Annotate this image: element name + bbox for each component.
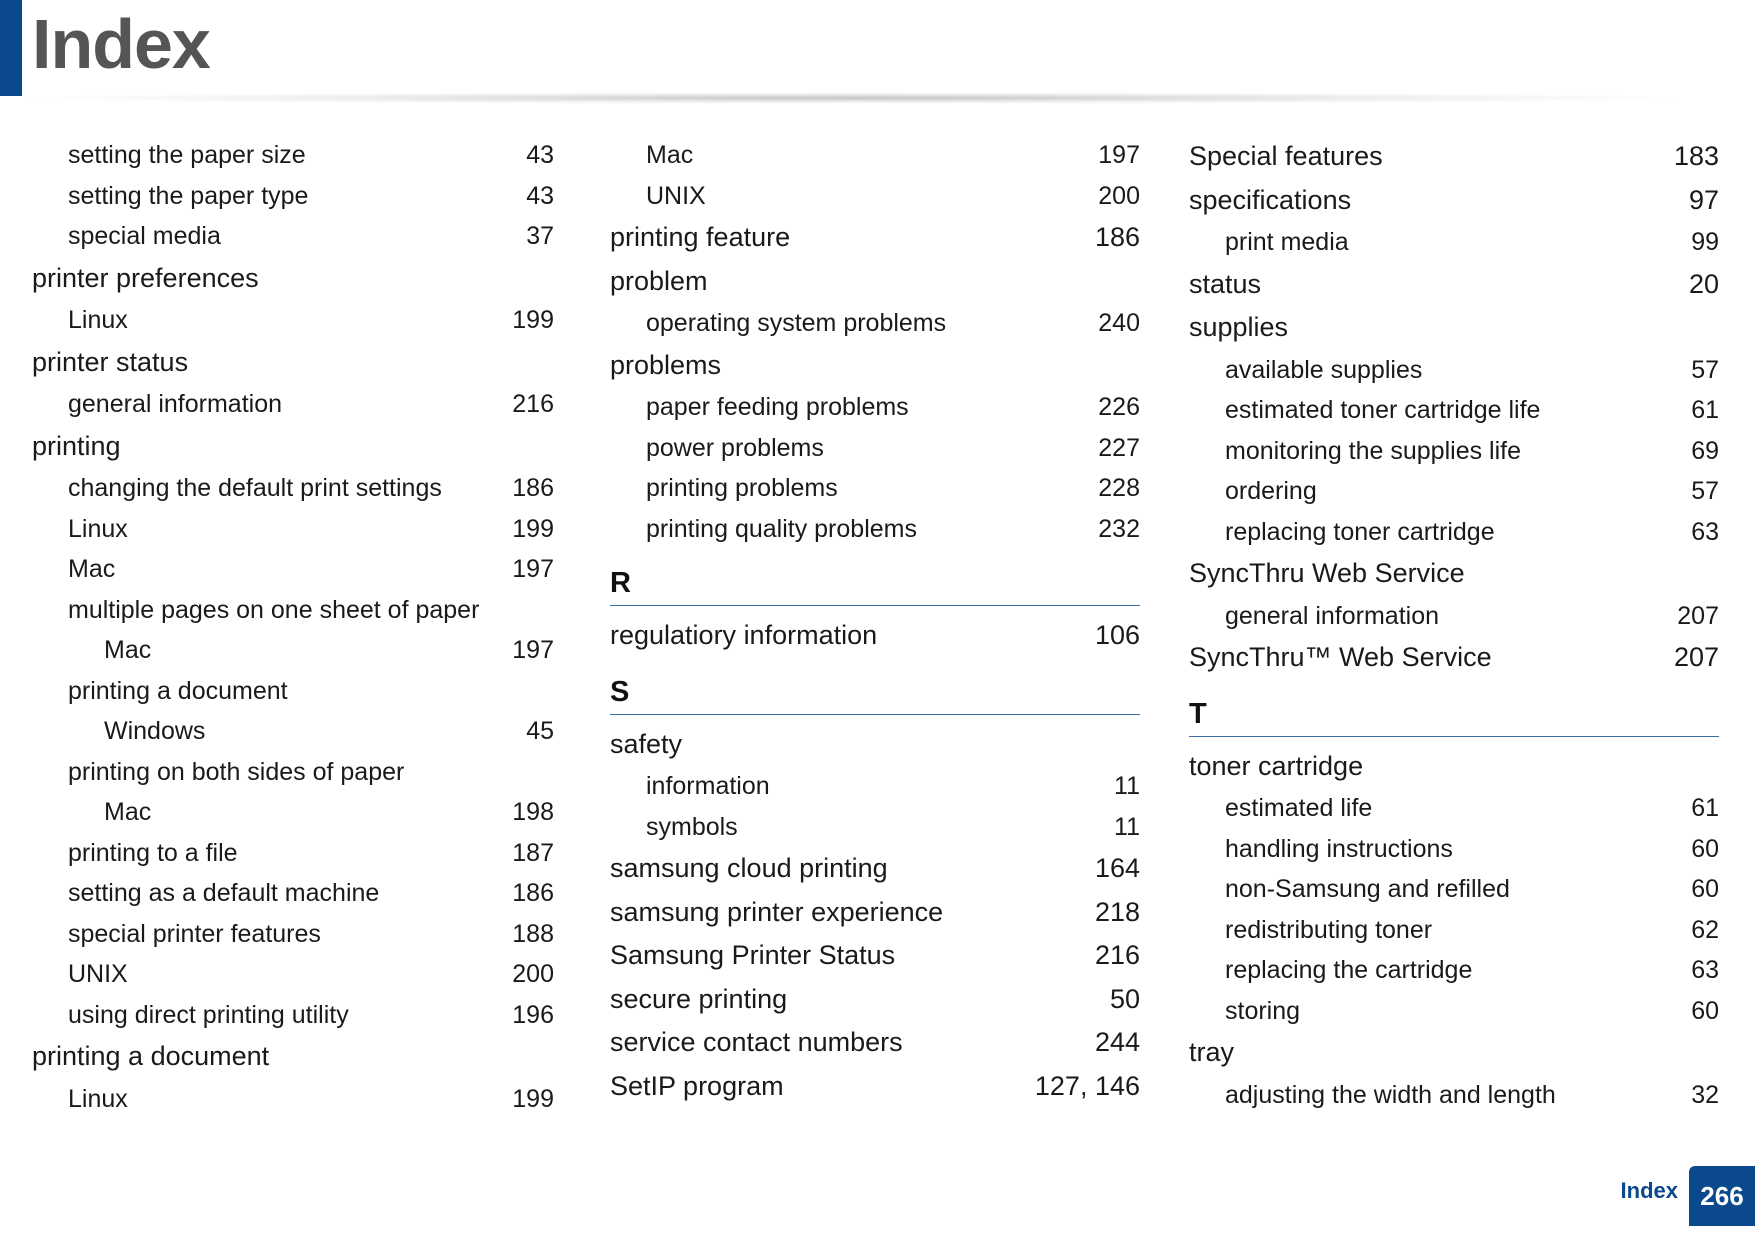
index-term: available supplies xyxy=(1225,355,1423,384)
index-term: SetIP program xyxy=(610,1070,784,1101)
footer-section-label[interactable]: Index xyxy=(1620,1178,1678,1203)
index-entry xyxy=(610,260,1140,304)
index-page-ref[interactable]: 197 xyxy=(512,636,554,664)
index-subentry[interactable] xyxy=(32,833,554,874)
index-entry[interactable] xyxy=(610,934,1140,978)
index-subentry[interactable] xyxy=(32,384,554,425)
index-entry[interactable] xyxy=(1189,636,1719,680)
index-page-ref[interactable]: 186 xyxy=(512,879,554,907)
index-subentry[interactable] xyxy=(32,914,554,955)
index-term: redistributing toner xyxy=(1225,915,1433,944)
index-term: Special features xyxy=(1189,141,1383,171)
index-subentry[interactable] xyxy=(32,711,554,752)
index-page-ref[interactable]: 232 xyxy=(1098,514,1140,543)
index-term: Mac xyxy=(68,555,116,583)
footer-page-number: 266 xyxy=(1689,1166,1755,1226)
index-page-ref[interactable]: 244 xyxy=(1094,1027,1140,1057)
index-column-1 xyxy=(32,135,554,1119)
index-term: power problems xyxy=(646,433,824,462)
header-accent-bar xyxy=(0,0,22,96)
index-page-ref[interactable]: 43 xyxy=(526,141,554,169)
index-page-ref[interactable]: 164 xyxy=(1094,853,1140,883)
index-term: special media xyxy=(68,222,221,250)
index-page-ref[interactable]: 199 xyxy=(512,1084,554,1113)
index-page-ref[interactable]: 97 xyxy=(1688,184,1719,215)
index-page-ref[interactable]: 127, 146 xyxy=(1034,1070,1140,1101)
index-page-ref[interactable]: 216 xyxy=(1094,940,1140,970)
index-term: Windows xyxy=(104,717,206,745)
index-term: printing xyxy=(32,430,121,461)
index-term: estimated life xyxy=(1225,794,1373,822)
index-term: general information xyxy=(68,390,283,418)
index-page-ref[interactable]: 57 xyxy=(1691,355,1719,384)
index-subentry[interactable] xyxy=(610,387,1140,428)
index-subentry[interactable] xyxy=(1189,596,1719,637)
index-term: estimated toner cartridge life xyxy=(1225,396,1541,424)
index-page-ref[interactable]: 61 xyxy=(1691,396,1719,424)
index-entry xyxy=(610,344,1140,388)
index-term: storing xyxy=(1225,996,1301,1025)
index-entry[interactable] xyxy=(610,614,1140,658)
index-term: setting the paper type xyxy=(68,181,309,210)
index-page-ref[interactable]: 62 xyxy=(1691,915,1719,944)
index-page-ref[interactable]: 63 xyxy=(1691,517,1719,546)
index-page-ref[interactable]: 187 xyxy=(512,838,554,867)
index-entry xyxy=(32,1035,554,1079)
index-entry[interactable] xyxy=(610,847,1140,891)
index-entry[interactable] xyxy=(610,891,1140,935)
index-entry xyxy=(610,723,1140,767)
index-term: setting the paper size xyxy=(68,141,306,169)
index-term: handling instructions xyxy=(1225,834,1453,863)
index-entry[interactable] xyxy=(610,1021,1140,1065)
index-page-ref[interactable]: 240 xyxy=(1098,309,1140,337)
index-term: samsung cloud printing xyxy=(610,853,888,883)
index-subentry[interactable] xyxy=(1189,991,1719,1032)
index-subentry[interactable] xyxy=(32,630,554,671)
index-page-ref[interactable]: 227 xyxy=(1098,433,1140,462)
index-entry xyxy=(32,425,554,469)
index-page-ref[interactable]: 11 xyxy=(1114,772,1140,800)
index-subentry[interactable] xyxy=(610,468,1140,509)
index-term: service contact numbers xyxy=(610,1027,903,1057)
index-term: printing quality problems xyxy=(646,514,917,543)
index-page-ref[interactable]: 183 xyxy=(1673,141,1719,171)
index-column-3 xyxy=(1189,135,1719,1115)
index-subentry[interactable] xyxy=(610,766,1140,807)
index-entry[interactable] xyxy=(1189,179,1719,223)
index-subentry[interactable] xyxy=(32,549,554,590)
index-entry xyxy=(32,341,554,385)
index-subentry[interactable] xyxy=(32,995,554,1036)
index-term: regulatiory information xyxy=(610,620,878,650)
index-subentry[interactable] xyxy=(32,176,554,217)
index-page-ref[interactable]: 197 xyxy=(1098,141,1140,169)
index-term: monitoring the supplies life xyxy=(1225,436,1521,465)
index-page-ref[interactable]: 57 xyxy=(1691,477,1719,505)
index-subentry[interactable] xyxy=(610,176,1140,217)
index-term: print media xyxy=(1225,228,1349,256)
index-subentry[interactable] xyxy=(32,135,554,176)
index-page-ref[interactable]: 199 xyxy=(512,514,554,543)
index-term: problems xyxy=(610,349,722,380)
index-entry[interactable] xyxy=(610,978,1140,1022)
index-term: replacing toner cartridge xyxy=(1225,517,1495,546)
index-page-ref[interactable]: 186 xyxy=(512,474,554,502)
index-entry xyxy=(32,257,554,301)
index-subentry[interactable] xyxy=(1189,829,1719,870)
index-entry xyxy=(1189,745,1719,789)
index-term: secure printing xyxy=(610,983,788,1014)
index-term: operating system problems xyxy=(646,309,947,337)
index-page-ref[interactable]: 32 xyxy=(1691,1080,1719,1109)
index-subentry[interactable] xyxy=(32,216,554,257)
index-term: UNIX xyxy=(68,960,128,988)
index-term: changing the default print settings xyxy=(68,474,442,502)
index-term: paper feeding problems xyxy=(646,393,909,421)
index-page-ref[interactable]: 218 xyxy=(1094,896,1140,927)
index-term: replacing the cartridge xyxy=(1225,956,1473,984)
index-subentry[interactable] xyxy=(1189,788,1719,829)
index-page-ref[interactable]: 188 xyxy=(512,919,554,948)
index-term: symbols xyxy=(646,812,738,841)
index-subentry[interactable] xyxy=(610,303,1140,344)
index-term: printing on both sides of paper xyxy=(68,757,405,786)
index-page-ref[interactable]: 20 xyxy=(1688,268,1719,299)
index-entry[interactable] xyxy=(610,1065,1140,1109)
index-term: printing to a file xyxy=(68,838,238,867)
index-subentry[interactable] xyxy=(32,792,554,833)
index-term: ordering xyxy=(1225,477,1317,505)
index-subentry[interactable] xyxy=(1189,1075,1719,1116)
index-term: Mac xyxy=(646,141,694,169)
index-term: Mac xyxy=(104,636,152,664)
index-term: general information xyxy=(1225,601,1440,630)
index-term: adjusting the width and length xyxy=(1225,1080,1556,1109)
index-term: Mac xyxy=(104,798,152,826)
index-term: Linux xyxy=(68,514,128,543)
index-term: supplies xyxy=(1189,312,1289,342)
header-divider xyxy=(30,92,1680,104)
index-page-ref[interactable]: 61 xyxy=(1691,794,1719,822)
index-subentry[interactable] xyxy=(1189,390,1719,431)
index-term: safety xyxy=(610,728,683,759)
index-term: problem xyxy=(610,265,708,296)
index-page-ref[interactable]: 37 xyxy=(526,222,554,250)
index-entry xyxy=(1189,1031,1719,1075)
index-subentry xyxy=(32,671,554,712)
index-page-ref[interactable]: 50 xyxy=(1109,983,1140,1014)
index-subentry[interactable] xyxy=(1189,910,1719,951)
index-entry xyxy=(1189,552,1719,596)
index-page-ref[interactable]: 43 xyxy=(526,181,554,210)
index-subentry[interactable] xyxy=(1189,869,1719,910)
index-entry[interactable] xyxy=(1189,135,1719,179)
index-page-ref[interactable]: 200 xyxy=(1098,181,1140,210)
index-page-ref[interactable]: 226 xyxy=(1098,393,1140,421)
index-entry xyxy=(1189,306,1719,350)
index-page-ref[interactable]: 216 xyxy=(512,390,554,418)
index-term: special printer features xyxy=(68,919,321,948)
index-term: multiple pages on one sheet of paper xyxy=(68,595,480,624)
index-subentry[interactable] xyxy=(1189,350,1719,391)
index-subentry[interactable] xyxy=(1189,222,1719,263)
index-page-ref[interactable]: 186 xyxy=(1094,222,1140,252)
index-term: SyncThru Web Service xyxy=(1189,558,1465,588)
index-subentry[interactable] xyxy=(610,428,1140,469)
index-term: printer status xyxy=(32,346,189,377)
index-subentry[interactable] xyxy=(32,873,554,914)
index-term: Linux xyxy=(68,306,128,334)
index-letter-heading: S xyxy=(610,658,1140,715)
index-subentry[interactable] xyxy=(1189,950,1719,991)
index-subentry[interactable] xyxy=(610,509,1140,550)
index-term: using direct printing utility xyxy=(68,1000,349,1029)
index-page-ref[interactable]: 207 xyxy=(1677,601,1719,630)
index-term: Linux xyxy=(68,1084,128,1113)
index-term: tray xyxy=(1189,1037,1235,1067)
page-title: Index xyxy=(32,5,210,83)
index-page-ref[interactable]: 45 xyxy=(526,717,554,745)
index-page-ref[interactable]: 199 xyxy=(512,306,554,334)
index-subentry xyxy=(32,752,554,793)
index-subentry[interactable] xyxy=(32,954,554,995)
index-term: UNIX xyxy=(646,181,706,210)
index-page-ref[interactable]: 63 xyxy=(1691,956,1719,984)
index-page-ref[interactable]: 60 xyxy=(1691,834,1719,863)
index-page-ref[interactable]: 197 xyxy=(512,555,554,583)
index-subentry[interactable] xyxy=(1189,471,1719,512)
index-term: printing a document xyxy=(68,676,288,705)
index-page-ref[interactable]: 200 xyxy=(512,960,554,988)
index-term: status xyxy=(1189,268,1262,299)
index-term: samsung printer experience xyxy=(610,896,944,927)
index-page-ref[interactable]: 60 xyxy=(1691,875,1719,903)
index-term: information xyxy=(646,772,770,800)
index-letter-heading: R xyxy=(610,549,1140,606)
index-page-ref[interactable]: 106 xyxy=(1094,620,1140,650)
index-subentry[interactable] xyxy=(1189,512,1719,553)
index-page-ref[interactable]: 99 xyxy=(1691,228,1719,256)
index-entry[interactable] xyxy=(610,216,1140,260)
index-term: printing problems xyxy=(646,474,838,502)
index-term: Samsung Printer Status xyxy=(610,940,896,970)
index-term: SyncThru™ Web Service xyxy=(1189,642,1492,672)
index-term: printing feature xyxy=(610,222,791,252)
index-page-ref[interactable]: 11 xyxy=(1114,812,1140,841)
index-column-2 xyxy=(610,135,1140,1108)
index-term: specifications xyxy=(1189,184,1352,215)
index-page-ref[interactable]: 196 xyxy=(512,1000,554,1029)
index-subentry[interactable] xyxy=(610,135,1140,176)
index-page-ref[interactable]: 198 xyxy=(512,798,554,826)
index-page-ref[interactable]: 60 xyxy=(1691,996,1719,1025)
index-term: setting as a default machine xyxy=(68,879,380,907)
index-page-ref[interactable]: 228 xyxy=(1098,474,1140,502)
index-page-ref[interactable]: 69 xyxy=(1691,436,1719,465)
index-entry[interactable] xyxy=(1189,263,1719,307)
index-term: non-Samsung and refilled xyxy=(1225,875,1510,903)
index-term: printing a document xyxy=(32,1041,270,1071)
index-letter-heading: T xyxy=(1189,680,1719,737)
index-subentry[interactable] xyxy=(32,300,554,341)
index-term: printer preferences xyxy=(32,262,259,293)
index-subentry[interactable] xyxy=(1189,431,1719,472)
index-subentry[interactable] xyxy=(32,1079,554,1120)
index-subentry xyxy=(32,590,554,631)
index-subentry[interactable] xyxy=(610,807,1140,848)
index-subentry[interactable] xyxy=(32,468,554,509)
index-subentry[interactable] xyxy=(32,509,554,550)
index-page-ref[interactable]: 207 xyxy=(1673,642,1719,672)
index-term: toner cartridge xyxy=(1189,750,1364,781)
